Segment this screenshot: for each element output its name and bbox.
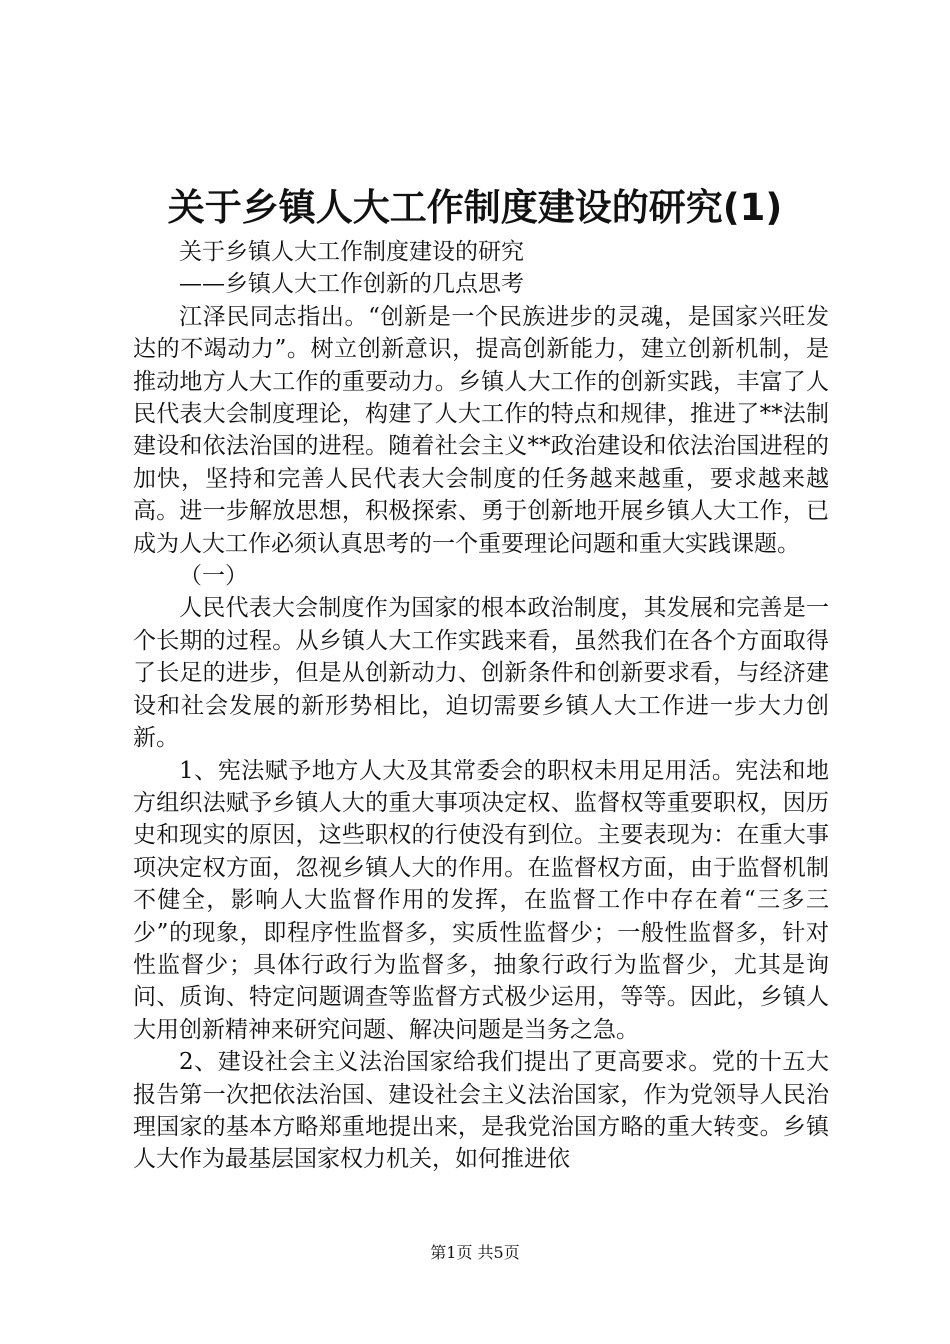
paragraph-point-two: 2、建设社会主义法治国家给我们提出了更高要求。党的十五大报告第一次把依法治国、建设社会主义法治国家，作为党领导人民治理国家的基本方略郑重地提出来，是我党治国方略的重大转变。乡镇人大作为最基层国家权力机关，如何推进依 (133, 1049, 829, 1173)
section-heading-one: （一） (179, 563, 248, 590)
paragraph-intro: 江泽民同志指出。“创新是一个民族进步的灵魂，是国家兴旺发达的不竭动力”。树立创新意识，提高创新能力，建立创新机制，是推动地方人大工作的重要动力。乡镇人大工作的创新实践，丰富了人民代表大会制度理论，构建了人大工作的特点和规律，推进了**法制建设和依法治国的进程。随着社会主义**政治建设和依法治国进程的加快，坚持和完善人民代表大会制度的任务越来越重，要求越来越高。进一步解放思想，积极探索、勇于创新地开展乡镇人大工作，已成为人大工作必须认真思考的一个重要理论问题和重大实践课题。 (133, 303, 829, 557)
paragraph-point-one: 1、宪法赋予地方人大及其常委会的职权未用足用活。宪法和地方组织法赋予乡镇人大的重大事项决定权、监督权等重要职权，因历史和现实的原因，这些职权的行使没有到位。主要表现为：在重大事项决定权方面，忽视乡镇人大的作用。在监督权方面，由于监督机制不健全，影响人大监督作用的发挥，在监督工作中存在着“三多三少”的现象，即程序性监督多，实质性监督少；一般性监督多，针对性监督少；具体行政行为监督多，抽象行政行为监督少，尤其是询问、质询、特定问题调查等监督方式极少运用，等等。因此，乡镇人大用创新精神来研究问题、解决问题是当务之急。 (133, 757, 829, 1043)
subtitle-line: 关于乡镇人大工作制度建设的研究 (179, 239, 524, 265)
document-title: 关于乡镇人大工作制度建设的研究(1) (167, 186, 783, 229)
page-number-footer: 第1页 共5页 (430, 1243, 520, 1262)
document-body (133, 236, 829, 1176)
paragraph-section-one: 人民代表大会制度作为国家的根本政治制度，其发展和完善是一个长期的过程。从乡镇人大工作实践来看，虽然我们在各个方面取得了长足的进步，但是从创新动力、创新条件和创新要求看，与经济建设和社会发展的新形势相比，迫切需要乡镇人大工作进一步大力创新。 (133, 595, 829, 752)
subtitle-dash-line: ——乡镇人大工作创新的几点思考 (179, 271, 524, 298)
